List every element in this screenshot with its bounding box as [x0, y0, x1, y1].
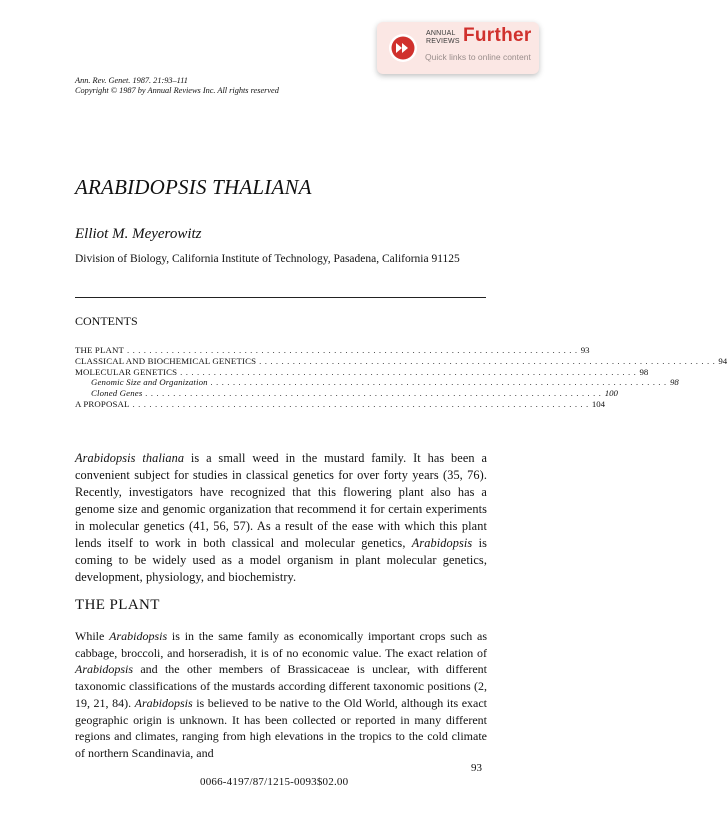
citation: [75, 76, 279, 96]
further-subtitle: Quick links to online content: [425, 52, 531, 62]
author-affiliation: Division of Biology, California Institute of Technology, Pasadena, California 91125: [75, 253, 460, 265]
play-arrow-icon: [388, 33, 418, 63]
contents-heading: CONTENTS: [75, 314, 138, 328]
intro-paragraph: Arabidopsis thaliana is a small weed in the mustard family. It has been a convenient subject for studies in classical genetics for over forty years (35, 76). Recently, investigators have recognized that this flowering plant also has a genome size and genomic organization that recommend it for certain experiments in molecular genetics (41, 56, 57). As a result of the ease with which this plant lends itself to work in both classical and molecular genetics, Arabidopsis is coming to be widely used as a model organism in plant molecular genetics, development, physiology, and biochemistry.: [75, 451, 487, 584]
toc-item-a-proposal[interactable]: A PROPOSAL . . . . . . . . . . . . . . . . . . . . . . . . . . . . . . . . . . . . . . . . . . . . . . . . . . . . . . . . . . . . . . . . . . . . . . . . . . . . . . . . . . 104: [75, 398, 606, 409]
section-heading-the-plant: THE PLANT: [75, 597, 160, 613]
toc-item-molecular-genetics[interactable]: MOLECULAR GENETICS . . . . . . . . . . . . . . . . . . . . . . . . . . . . . . . . . . . . . . . . . . . . . . . . . . . . . . . . . . . . . . . . . . . . . . . . . . . . . . . . . . 98: [75, 366, 649, 377]
toc-item-the-plant[interactable]: THE PLANT . . . . . . . . . . . . . . . . . . . . . . . . . . . . . . . . . . . . . . . . . . . . . . . . . . . . . . . . . . . . . . . . . . . . . . . . . . . . . . . . . 93: [75, 345, 590, 355]
further-badge[interactable]: [377, 22, 539, 74]
plant-paragraph: While Arabidopsis is in the same family as economically important crops such as cabbage, broccoli, and horseradish, it is of no economic value. The exact relation of Arabidopsis and the other members of Brassicaceae is unclear, with different taxonomic classifications of the mustards according different taxonomic positions (2, 19, 21, 84). Arabidopsis is believed to be native to the Old World, although its exact geographic origin is unknown. It has been collected or reported in many different regions and climates, ranging from high elevations in the tropics to the cold climate of northern Scandinavia, and: [75, 629, 488, 760]
toc-item-classical-genetics[interactable]: CLASSICAL AND BIOCHEMICAL GENETICS . . . . . . . . . . . . . . . . . . . . . . . . . . . . . . . . . . . . . . . . . . . . . . . . . . . . . . . . . . . . . . . . . . . . . . . . . . . . . . . . . . 94: [75, 355, 727, 366]
toc-item-genomic-size[interactable]: Genomic Size and Organization . . . . . . . . . . . . . . . . . . . . . . . . . . . . . . . . . . . . . . . . . . . . . . . . . . . . . . . . . . . . . . . . . . . . . . . . . . . . . . . . . . 98: [91, 377, 679, 388]
article-code: 0066-4197/87/1215-0093$02.00: [200, 776, 349, 788]
divider: [75, 297, 486, 298]
annual-reviews-label: ANNUAL REVIEWS: [426, 30, 460, 45]
article-title: ARABIDOPSIS THALIANA: [75, 175, 312, 199]
citation-line-1: Ann. Rev. Genet. 1987. 21:93–111: [75, 76, 188, 85]
citation-line-2: Copyright © 1987 by Annual Reviews Inc. All rights reserved: [75, 86, 279, 95]
toc-item-cloned-genes[interactable]: Cloned Genes . . . . . . . . . . . . . . . . . . . . . . . . . . . . . . . . . . . . . . . . . . . . . . . . . . . . . . . . . . . . . . . . . . . . . . . . . . . . . . . . . . 100: [91, 388, 618, 399]
author-name: Elliot M. Meyerowitz: [75, 226, 202, 242]
table-of-contents: [75, 345, 727, 410]
further-label: Further: [463, 25, 532, 46]
page-number: 93: [471, 762, 482, 774]
